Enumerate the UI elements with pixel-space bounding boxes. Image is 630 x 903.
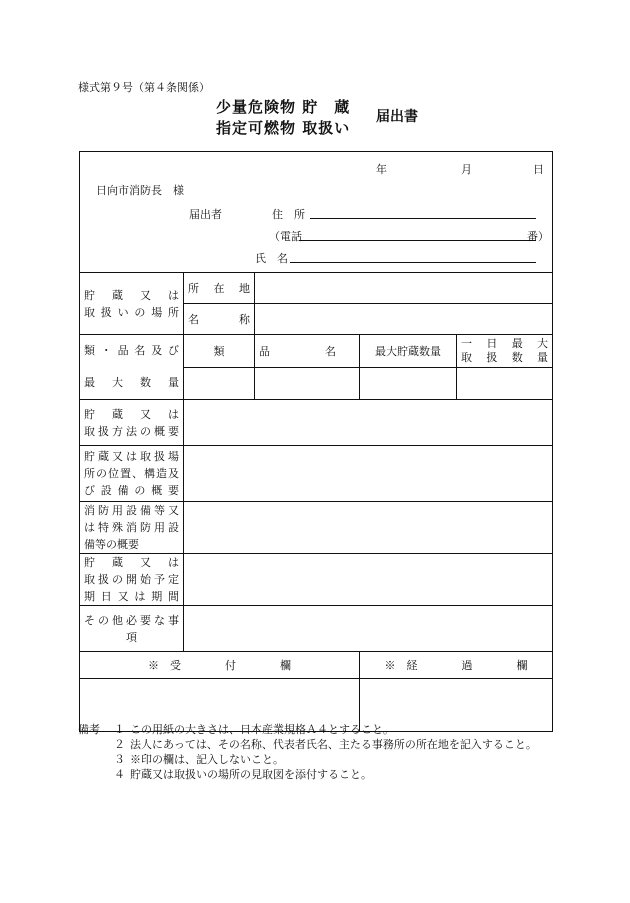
note-number: ２ — [114, 738, 125, 751]
other-label-line-1: その他必要な事 — [84, 613, 179, 627]
firefighting-label-line-3: 備等の概要 — [84, 538, 139, 551]
location-label: 所 在 地 — [184, 273, 255, 304]
firefighting-field[interactable] — [184, 502, 553, 554]
phone-close: 番） — [527, 230, 549, 243]
method-label-line-2: 取扱方法の概要 — [84, 424, 179, 438]
period-field[interactable] — [184, 554, 553, 606]
class-value-field[interactable] — [184, 367, 255, 400]
place-label-line-2: 取扱いの場所 — [84, 305, 179, 319]
types-label-line-1: 類・品名及び — [84, 344, 179, 357]
address-label: 住 所 — [272, 208, 305, 221]
method-field[interactable] — [184, 400, 553, 446]
col-max-storage-header: 最大貯蔵数量 — [360, 335, 457, 368]
phone-open: （電話 — [269, 230, 302, 243]
title-line-1: 少量危険物 貯 蔵 — [216, 98, 351, 116]
method-label — [80, 400, 184, 446]
note-row — [78, 767, 558, 782]
daily-max-value-field[interactable] — [457, 367, 553, 400]
note-text: この用紙の大きさは、日本産業規格Ａ４とすること。 — [130, 723, 394, 736]
firefighting-label-line-2: は特殊消防用設 — [84, 521, 179, 534]
col-daily-line-2: 取 扱 数 量 — [461, 350, 549, 364]
notes-section — [78, 722, 558, 782]
facility-label-line-1: 貯蔵又は取扱場 — [84, 450, 179, 463]
place-label — [80, 273, 184, 335]
note-text: ※印の欄は、記入しないこと。 — [130, 753, 284, 766]
method-label-line-1: 貯 蔵 又 は — [84, 407, 179, 421]
reception-header: ※ 受 付 欄 — [80, 652, 360, 679]
name-field[interactable] — [290, 262, 536, 263]
applicant-label: 届出者 — [189, 208, 222, 221]
progress-header: ※ 経 過 欄 — [360, 652, 553, 679]
notification-form-table — [79, 151, 553, 732]
addressee: 日向市消防長 様 — [96, 184, 184, 197]
name-label: 氏 名 — [255, 252, 288, 265]
location-field[interactable] — [255, 273, 553, 304]
note-number: ４ — [114, 768, 125, 781]
date-year: 年 — [376, 163, 387, 176]
note-row — [78, 752, 558, 767]
phone-field[interactable] — [299, 240, 536, 241]
other-label-line-2: 項 — [126, 630, 137, 644]
notes-heading: 備考 — [78, 723, 100, 736]
period-label-line-2: 取扱の開始予定 — [84, 573, 179, 586]
place-name-field[interactable] — [255, 304, 553, 335]
form-number: 様式第９号（第４条関係） — [78, 81, 210, 94]
note-text: 貯蔵又は取扱いの場所の見取図を添付すること。 — [130, 768, 372, 781]
col-item-header: 品 名 — [255, 335, 360, 368]
place-label-line-1: 貯 蔵 又 は — [84, 288, 179, 302]
facility-label — [80, 446, 184, 502]
col-class-header: 類 — [184, 335, 255, 368]
firefighting-label-line-1: 消防用設備等又 — [84, 504, 179, 517]
facility-field[interactable] — [184, 446, 553, 502]
title-suffix: 届出書 — [376, 109, 418, 125]
facility-label-line-2: 所の位置、構造及 — [84, 467, 179, 480]
title-line-2: 指定可燃物 取扱い — [216, 119, 351, 137]
period-label-line-3: 期日又は期間 — [84, 590, 179, 603]
address-field[interactable] — [310, 218, 536, 219]
note-number: ３ — [114, 753, 125, 766]
period-label — [80, 554, 184, 606]
note-row — [78, 722, 558, 737]
other-label — [80, 606, 184, 652]
col-daily-max-header — [457, 335, 553, 368]
note-text: 法人にあっては、その名称、代表者氏名、主たる事務所の所在地を記入すること。 — [130, 738, 537, 751]
other-field[interactable] — [184, 606, 553, 652]
note-row — [78, 737, 558, 752]
types-label-line-2: 最 大 数 量 — [84, 376, 179, 389]
place-name-label: 名 称 — [184, 304, 255, 335]
col-daily-line-1: 一 日 最 大 — [461, 336, 549, 350]
firefighting-label — [80, 502, 184, 554]
max-storage-value-field[interactable] — [360, 367, 457, 400]
header-block — [80, 152, 553, 273]
date-day: 日 — [533, 163, 544, 176]
facility-label-line-3: び設備の概要 — [84, 484, 179, 497]
item-value-field[interactable] — [255, 367, 360, 400]
note-number: １ — [114, 723, 125, 736]
date-month: 月 — [461, 163, 472, 176]
types-label — [80, 335, 184, 400]
period-label-line-1: 貯 蔵 又 は — [84, 556, 179, 569]
